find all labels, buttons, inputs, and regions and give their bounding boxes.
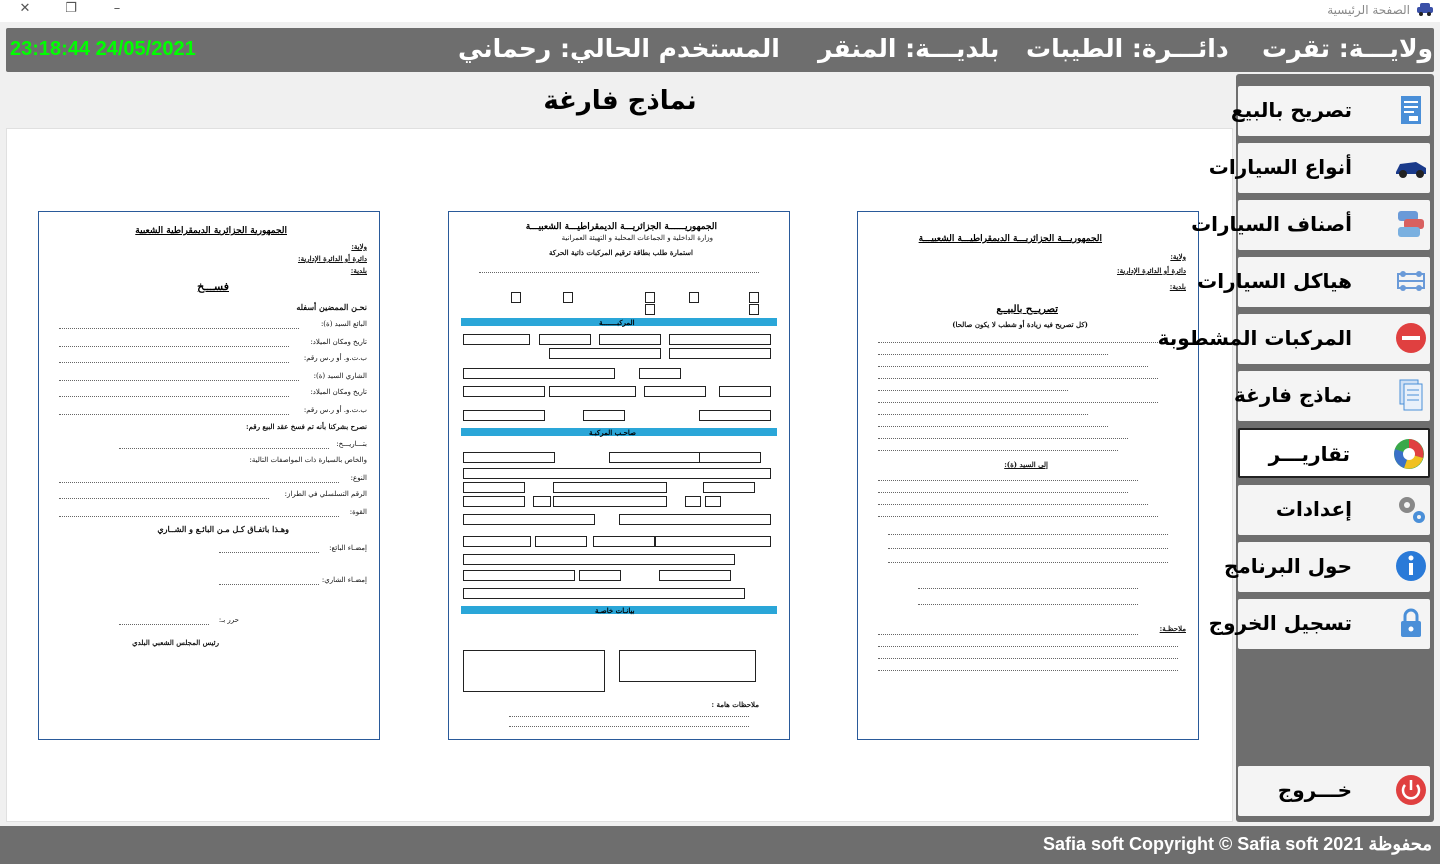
form-label: دائرة أو الدائرة الإدارية: xyxy=(1116,266,1186,275)
pie-chart-icon xyxy=(1392,437,1426,471)
current-user: المستخدم الحالي: رحماني xyxy=(458,34,780,63)
form-signatory: رئيس المجلس الشعبي البلدي xyxy=(132,638,219,647)
sidebar-item-label: حول البرنامج xyxy=(1223,554,1352,578)
chassis-icon xyxy=(1394,264,1428,298)
municipality: بلديـــة: المنقر xyxy=(818,34,1000,63)
gear-icon xyxy=(1394,492,1428,526)
form-subheading: (كل تصريح فيه زيادة أو شطب لا يكون صالحا) xyxy=(952,320,1088,329)
form-declaration: نصرح بشركنا بأنه تم فسخ عقد البيع رقم: xyxy=(246,422,367,431)
sidebar-item-label: تقاريـــر xyxy=(1268,442,1350,466)
section-owner: صاحـب المركبـة xyxy=(589,428,637,437)
sidebar-item-label: المركبات المشطوبة xyxy=(1157,326,1352,350)
sidebar-item-label: هياكل السيارات xyxy=(1197,269,1352,293)
info-header xyxy=(6,28,1434,72)
sidebar-item-reports[interactable] xyxy=(1238,428,1430,478)
minus-circle-icon xyxy=(1394,321,1428,355)
window-titlebar xyxy=(0,0,1440,22)
district: دائـــرة: الطيبات xyxy=(1026,34,1229,63)
sidebar-item-label: تسجيل الخروج xyxy=(1208,611,1352,635)
form-field-label: البائع السيد (ة): xyxy=(320,320,367,328)
form-field-label: النوع: xyxy=(350,474,367,482)
sidebar-item-car-types[interactable] xyxy=(1208,143,1430,193)
form-label: بلدية: xyxy=(1169,282,1186,291)
window-title: الصفحة الرئيسية xyxy=(1327,3,1410,17)
form-label: بلدية: xyxy=(350,266,367,275)
minimize-icon[interactable]: – xyxy=(113,1,121,16)
sidebar-item-label: أصناف السيارات xyxy=(1191,212,1352,236)
sidebar-item-label: إعدادات xyxy=(1275,497,1352,521)
copyright: محفوظة Safia soft Copyright © Safia soft 2021 xyxy=(1043,834,1432,854)
sidebar-item-label: خـــروج xyxy=(1277,778,1352,802)
sidebar-item-label: نماذج فارغة xyxy=(1234,383,1352,407)
form-field-label: حرر بـ: xyxy=(218,616,239,624)
car-icon xyxy=(1394,150,1428,184)
sidebar-item-blank-forms[interactable] xyxy=(1234,371,1430,421)
sidebar-item-exit[interactable] xyxy=(1238,766,1430,816)
lock-icon xyxy=(1394,606,1428,640)
form-label: إلى السيد (ة): xyxy=(1004,460,1048,469)
form-field-label: ب.ت.و. أو ر.س رقم: xyxy=(303,406,367,414)
blank-forms-icon xyxy=(1394,378,1428,412)
power-icon xyxy=(1394,773,1428,807)
province: ولايـــة: تقرت xyxy=(1262,34,1434,63)
footer xyxy=(0,826,1440,864)
sidebar-item-logout[interactable] xyxy=(1208,599,1430,649)
sidebar-item-deregistered-vehicles[interactable] xyxy=(1157,314,1430,364)
form-registration-request[interactable] xyxy=(448,211,790,740)
sidebar-item-label: أنواع السيارات xyxy=(1208,155,1352,179)
form-field-label: والخاص بالسيارة ذات المواصفات التالية: xyxy=(249,456,367,464)
sidebar-item-settings[interactable] xyxy=(1238,485,1430,535)
sidebar-item-sale-declaration[interactable] xyxy=(1230,86,1430,136)
sidebar-item-car-categories[interactable] xyxy=(1191,200,1430,250)
form-field-label: الشاري السيد (ة): xyxy=(313,372,367,380)
form-notes: ملاحظات هامة : xyxy=(711,700,759,709)
form-label: ولاية: xyxy=(1170,252,1186,261)
form-title: الجمهورية الجزائرية الديمقراطية الشعبية xyxy=(135,226,287,236)
info-icon xyxy=(1394,549,1428,583)
form-label: ملاحظـة: xyxy=(1159,624,1186,633)
section-special: بيانـات خاصـة xyxy=(595,606,635,615)
section-vehicle: المركبـــــــة xyxy=(599,318,635,327)
form-label: ولاية: xyxy=(351,242,367,251)
form-cancellation[interactable] xyxy=(38,211,380,740)
page-title: نماذج فارغة xyxy=(543,86,697,116)
form-subtitle: استمارة طلب بطاقة ترقيم المركبات ذاتية الحركة xyxy=(549,248,693,257)
form-field-label: تاريخ ومكان الميلاد: xyxy=(310,338,367,346)
form-sale-declaration[interactable] xyxy=(857,211,1199,740)
sidebar-item-label: تصريح بالبيع xyxy=(1230,98,1352,122)
forms-panel xyxy=(6,128,1233,822)
form-field-label: تاريخ ومكان الميلاد: xyxy=(310,388,367,396)
form-field-label: بتـــاريـــخ: xyxy=(336,440,367,448)
form-ministry: وزارة الداخلية و الجماعات المحلية و التهيئة العمرانية xyxy=(561,234,713,242)
form-title: الجمهوريـــة الجزائريـــة الديمقراطيـــة الشعبيـــة xyxy=(918,234,1102,244)
car-categories-icon xyxy=(1394,207,1428,241)
form-label: دائرة أو الدائرة الإدارية: xyxy=(297,254,367,263)
close-icon[interactable]: ✕ xyxy=(19,1,31,16)
form-title: الجمهوريــــــة الجزائريـــة الديمقراطيـــة الشعبيـــة xyxy=(525,222,717,232)
form-agreement: وهـذا باتفـاق كـل مـن البائـع و الشــاري xyxy=(157,524,289,534)
form-heading: فســـخ xyxy=(197,280,229,293)
form-field-label: إمضـاء الشاري: xyxy=(321,576,367,584)
form-heading: تصريــح بالبيــع xyxy=(996,304,1058,315)
restore-icon[interactable]: ❐ xyxy=(65,1,77,16)
sidebar-item-about[interactable] xyxy=(1223,542,1430,592)
form-field-label: ب.ت.و. أو ر.س رقم: xyxy=(303,354,367,362)
app-car-icon xyxy=(1416,2,1434,16)
form-field-label: إمضـاء البائع: xyxy=(329,544,367,552)
datetime-clock: 23:18:44 24/05/2021 xyxy=(10,38,196,60)
form-subheading: نحـن الممضين أسفله xyxy=(296,302,367,312)
document-icon xyxy=(1394,93,1428,127)
form-field-label: القوة: xyxy=(349,508,367,516)
sidebar-item-car-bodies[interactable] xyxy=(1197,257,1430,307)
form-field-label: الرقم التسلسلي في الطراز: xyxy=(284,490,367,498)
